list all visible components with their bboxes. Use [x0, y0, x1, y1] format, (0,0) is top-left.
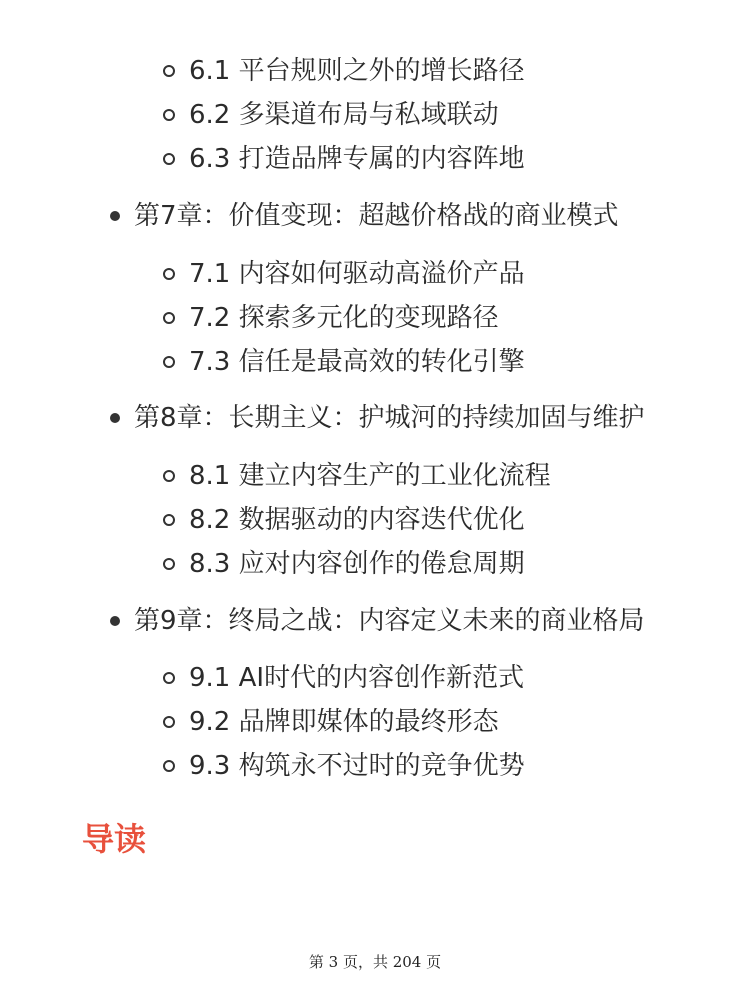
subsection-title: 9.1 AI时代的内容创作新范式 — [189, 663, 525, 693]
subsection-title: 7.3 信任是最高效的转化引擎 — [189, 347, 525, 377]
subsection-title: 6.2 多渠道布局与私域联动 — [189, 100, 499, 130]
subsection-title: 7.1 内容如何驱动高溢价产品 — [189, 259, 525, 289]
filled-bullet-icon — [110, 211, 120, 221]
hollow-bullet-icon — [163, 312, 175, 324]
subsection-title: 6.3 打造品牌专属的内容阵地 — [189, 144, 525, 174]
hollow-bullet-icon — [163, 109, 175, 121]
hollow-bullet-icon — [163, 470, 175, 482]
hollow-bullet-icon — [163, 514, 175, 526]
chapter-title: 第8章：长期主义：护城河的持续加固与维护 — [134, 403, 645, 433]
subsection-title: 7.2 探索多元化的变现路径 — [189, 303, 499, 333]
hollow-bullet-icon — [163, 65, 175, 77]
subsection-title: 8.2 数据驱动的内容迭代优化 — [189, 505, 525, 535]
chapter-title: 第9章：终局之战：内容定义未来的商业格局 — [134, 606, 645, 636]
hollow-bullet-icon — [163, 672, 175, 684]
subsection-title: 8.3 应对内容创作的倦怠周期 — [189, 549, 525, 579]
hollow-bullet-icon — [163, 268, 175, 280]
filled-bullet-icon — [110, 616, 120, 626]
hollow-bullet-icon — [163, 558, 175, 570]
subsection-title: 9.3 构筑永不过时的竞争优势 — [189, 751, 525, 781]
subsection-title: 9.2 品牌即媒体的最终形态 — [189, 707, 499, 737]
hollow-bullet-icon — [163, 760, 175, 772]
page-number-footer: 第 3 页，共 204 页 — [308, 953, 442, 971]
chapter-title: 第7章：价值变现：超越价格战的商业模式 — [134, 201, 619, 231]
hollow-bullet-icon — [163, 356, 175, 368]
hollow-bullet-icon — [163, 153, 175, 165]
hollow-bullet-icon — [163, 716, 175, 728]
subsection-title: 8.1 建立内容生产的工业化流程 — [189, 461, 551, 491]
filled-bullet-icon — [110, 413, 120, 423]
subsection-title: 6.1 平台规则之外的增长路径 — [189, 56, 525, 86]
section-heading: 导读 — [82, 820, 147, 858]
